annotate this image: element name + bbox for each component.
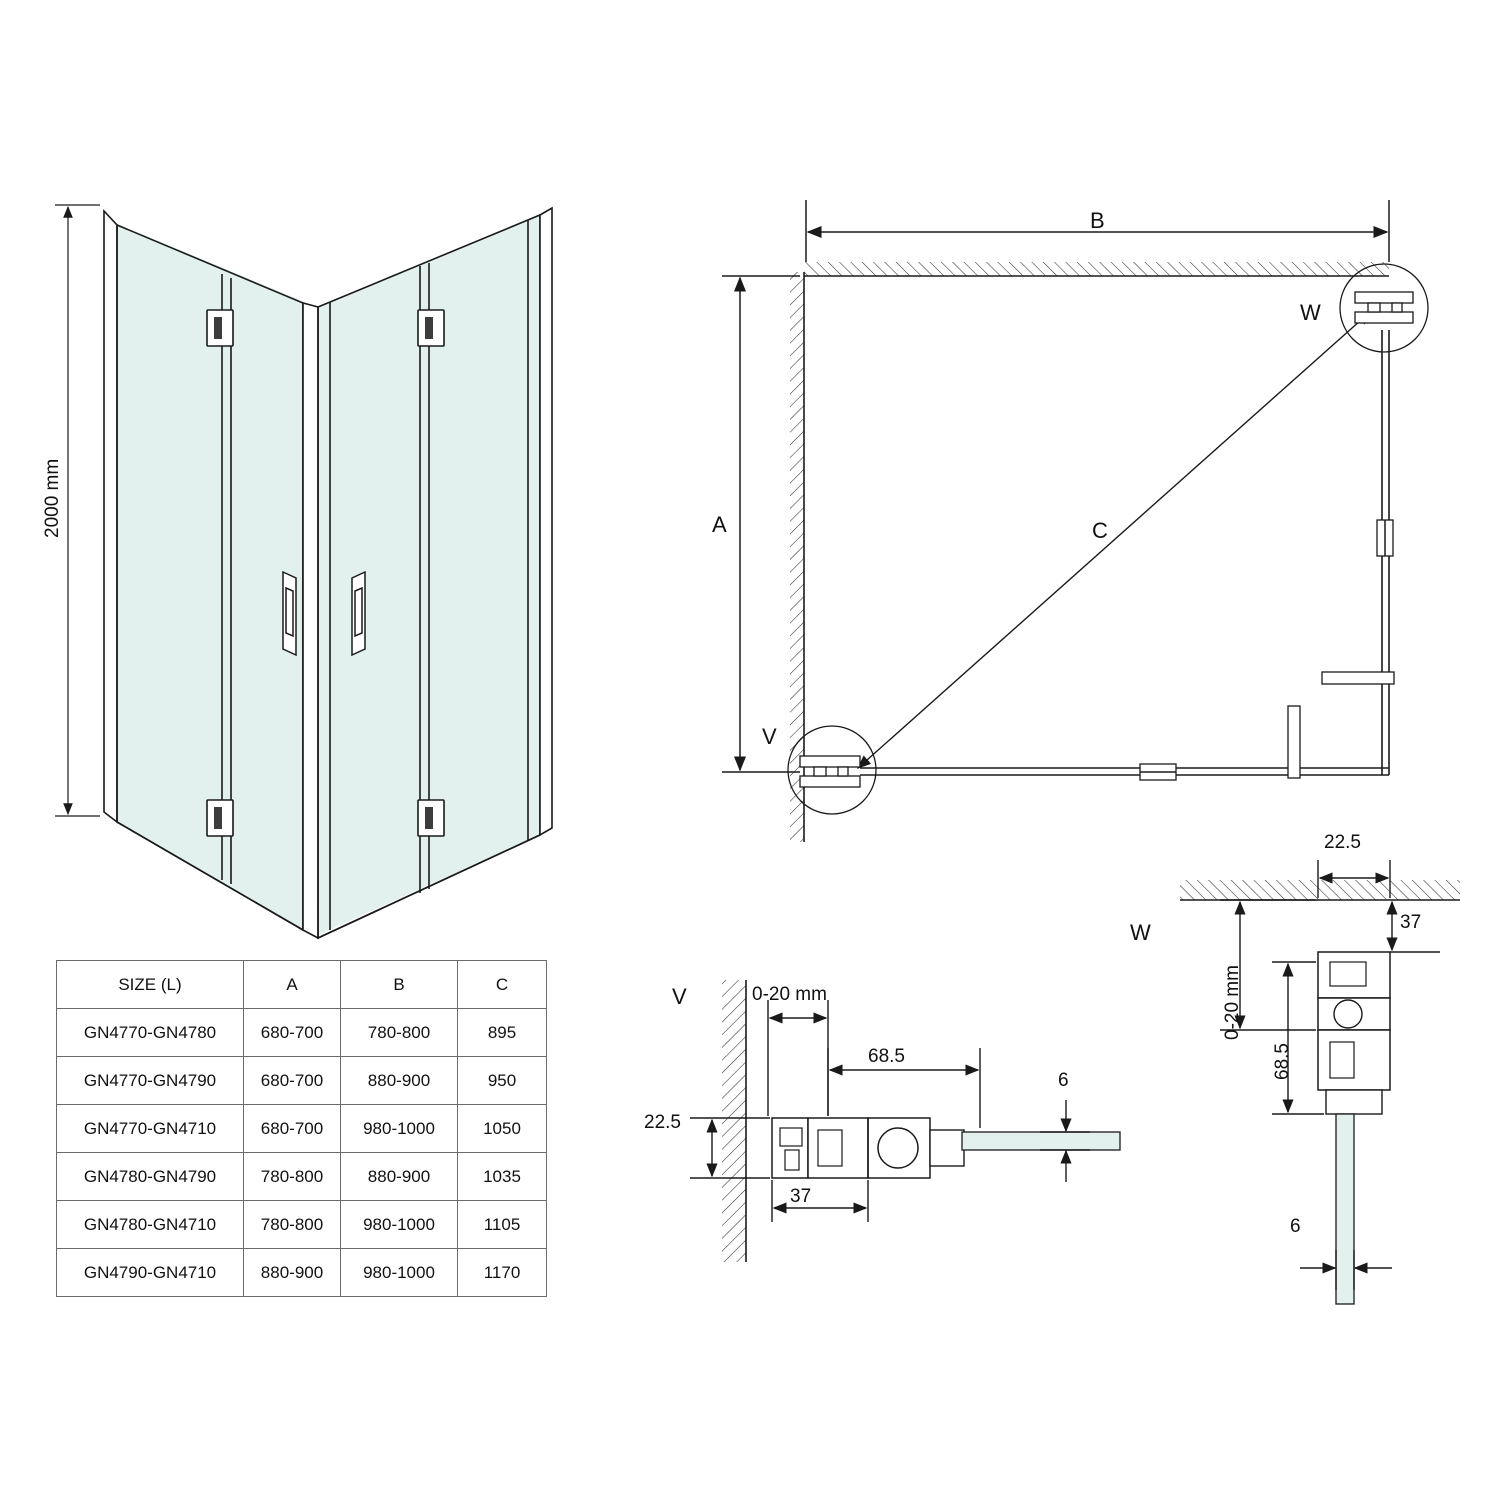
table-row <box>57 1201 547 1249</box>
detail-v-profile-height: 22.5 <box>644 1112 681 1133</box>
table-header-row <box>57 961 547 1009</box>
detail-w-profile-length: 68.5 <box>1272 1043 1293 1080</box>
height-dimension-label: 2000 mm <box>42 458 63 538</box>
cell-c: 1050 <box>458 1105 547 1153</box>
cell-size: GN4770-GN4780 <box>57 1009 244 1057</box>
cell-c: 1170 <box>458 1249 547 1297</box>
cell-size: GN4790-GN4710 <box>57 1249 244 1297</box>
cell-c: 895 <box>458 1009 547 1057</box>
detail-marker-w-top: W <box>1300 300 1321 325</box>
detail-w-gap: 0-20 mm <box>1222 965 1243 1040</box>
detail-w-glass-thickness: 6 <box>1290 1216 1301 1237</box>
detail-v-title: V <box>672 984 687 1009</box>
cell-c: 950 <box>458 1057 547 1105</box>
cell-b: 880-900 <box>341 1057 458 1105</box>
table-header-size: SIZE (L) <box>57 961 244 1009</box>
cell-c: 1105 <box>458 1201 547 1249</box>
cell-size: GN4780-GN4790 <box>57 1153 244 1201</box>
cell-a: 680-700 <box>244 1009 341 1057</box>
cell-a: 680-700 <box>244 1057 341 1105</box>
cell-size: GN4780-GN4710 <box>57 1201 244 1249</box>
cell-a: 780-800 <box>244 1201 341 1249</box>
table-row <box>57 1153 547 1201</box>
detail-w-top-width: 22.5 <box>1324 832 1361 853</box>
dimension-a-label: A <box>712 512 727 537</box>
cell-b: 980-1000 <box>341 1249 458 1297</box>
detail-v-gap: 0-20 mm <box>752 984 827 1005</box>
top-view <box>722 200 1428 842</box>
cell-b: 980-1000 <box>341 1201 458 1249</box>
table-row <box>57 1105 547 1153</box>
cell-b: 780-800 <box>341 1009 458 1057</box>
table-header-a: A <box>244 961 341 1009</box>
detail-w-top-depth: 37 <box>1400 912 1422 933</box>
table-row <box>57 1057 547 1105</box>
detail-v-profile-width: 68.5 <box>868 1046 905 1067</box>
table-header-b: B <box>341 961 458 1009</box>
cell-b: 880-900 <box>341 1153 458 1201</box>
table-row <box>57 1249 547 1297</box>
cell-a: 680-700 <box>244 1105 341 1153</box>
cell-a: 880-900 <box>244 1249 341 1297</box>
size-table <box>56 960 547 1297</box>
dimension-b-label: B <box>1090 208 1105 233</box>
cell-a: 780-800 <box>244 1153 341 1201</box>
cell-size: GN4770-GN4790 <box>57 1057 244 1105</box>
table-header-c: C <box>458 961 547 1009</box>
detail-v <box>690 980 1120 1262</box>
table-row <box>57 1009 547 1057</box>
front-view <box>104 208 552 938</box>
detail-v-wall-offset: 37 <box>790 1186 812 1207</box>
detail-v-glass-thickness: 6 <box>1058 1070 1069 1091</box>
detail-w-title: W <box>1130 920 1151 945</box>
detail-marker-v-top: V <box>762 724 777 749</box>
cell-size: GN4770-GN4710 <box>57 1105 244 1153</box>
cell-b: 980-1000 <box>341 1105 458 1153</box>
dimension-c-label: C <box>1092 518 1108 543</box>
cell-c: 1035 <box>458 1153 547 1201</box>
